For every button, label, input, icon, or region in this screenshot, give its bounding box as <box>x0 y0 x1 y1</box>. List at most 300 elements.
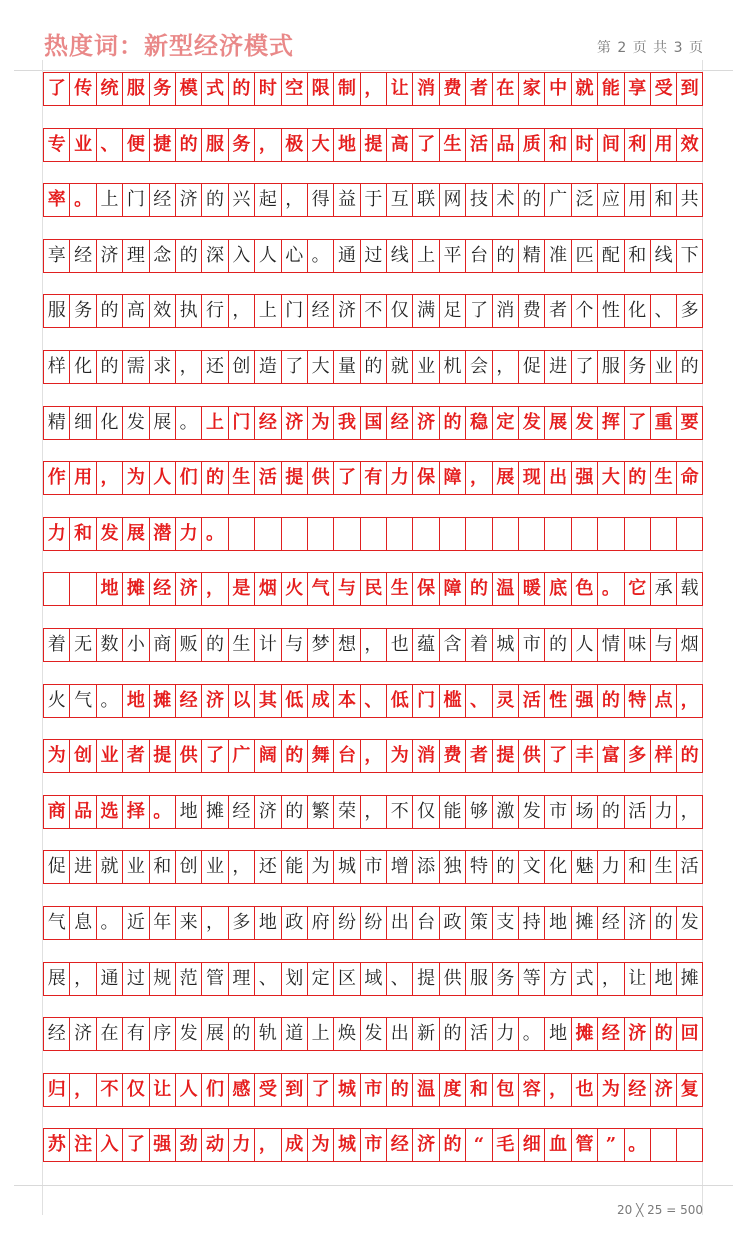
grid-cell: 激 <box>492 795 518 829</box>
grid-cell: 服 <box>597 350 623 384</box>
grid-cell: 益 <box>333 183 359 217</box>
grid-cell: 挥 <box>597 406 623 440</box>
grid-cell: 业 <box>122 850 148 884</box>
grid-cell: 满 <box>412 294 438 328</box>
grid-cell: 者 <box>465 739 491 773</box>
grid-cell: 力 <box>492 1017 518 1051</box>
grid-cell: 泛 <box>571 183 597 217</box>
grid-cell: 专 <box>43 128 69 162</box>
grid-cell: 为 <box>43 739 69 773</box>
grid-cell: 近 <box>122 906 148 940</box>
grid-cell: 容 <box>518 1073 544 1107</box>
grid-cell: 发 <box>676 906 702 940</box>
grid-cell: 仅 <box>122 1073 148 1107</box>
grid-row <box>43 850 703 884</box>
grid-cell: 特 <box>465 850 491 884</box>
grid-cell: ， <box>676 684 702 718</box>
grid-cell: 能 <box>439 795 465 829</box>
grid-cell: 市 <box>360 850 386 884</box>
grid-cell: 提 <box>149 739 175 773</box>
grid-cell: 生 <box>650 850 676 884</box>
grid-cell: 化 <box>69 350 95 384</box>
grid-cell: 的 <box>492 850 518 884</box>
grid-row <box>43 684 703 718</box>
grid-cell: 济 <box>175 572 201 606</box>
grid-cell: 间 <box>597 128 623 162</box>
grid-cell: 门 <box>281 294 307 328</box>
grid-cell: 的 <box>676 739 702 773</box>
grid-cell: 务 <box>228 128 254 162</box>
grid-cell: 经 <box>386 406 412 440</box>
grid-cell: 苏 <box>43 1128 69 1162</box>
grid-cell: 活 <box>465 1017 491 1051</box>
grid-cell: 富 <box>597 739 623 773</box>
grid-cell: 机 <box>439 350 465 384</box>
grid-cell: 提 <box>492 739 518 773</box>
grid-cell: 划 <box>281 962 307 996</box>
grid-cell: 创 <box>228 350 254 384</box>
grid-cell: 创 <box>69 739 95 773</box>
grid-row <box>43 795 703 829</box>
grid-cell: 包 <box>492 1073 518 1107</box>
grid-cell: 服 <box>122 72 148 106</box>
grid-cell: ， <box>175 350 201 384</box>
grid-cell: 色 <box>571 572 597 606</box>
grid-cell: 度 <box>439 1073 465 1107</box>
grid-cell: 技 <box>465 183 491 217</box>
grid-cell: 就 <box>96 850 122 884</box>
grid-cell: 台 <box>333 739 359 773</box>
grid-cell: 品 <box>69 795 95 829</box>
grid-cell: 提 <box>281 461 307 495</box>
grid-cell <box>386 517 412 551</box>
grid-cell: 城 <box>333 1073 359 1107</box>
grid-cell: 的 <box>518 183 544 217</box>
grid-cell: 生 <box>650 461 676 495</box>
grid-cell: 和 <box>624 850 650 884</box>
grid-cell: 地 <box>544 906 570 940</box>
grid-cell: 得 <box>307 183 333 217</box>
grid-cell: 气 <box>43 906 69 940</box>
grid-cell: 为 <box>307 406 333 440</box>
grid-cell: 。 <box>69 183 95 217</box>
grid-cell: 特 <box>624 684 650 718</box>
grid-cell: 消 <box>412 739 438 773</box>
grid-cell: 需 <box>122 350 148 384</box>
grid-cell: 持 <box>518 906 544 940</box>
grid-cell: 经 <box>597 1017 623 1051</box>
grid-row <box>43 461 703 495</box>
grid-cell: 效 <box>676 128 702 162</box>
grid-cell: 准 <box>544 239 570 273</box>
grid-cell <box>544 517 570 551</box>
grid-cell: 济 <box>201 684 227 718</box>
grid-cell: 共 <box>676 183 702 217</box>
grid-cell: 联 <box>412 183 438 217</box>
grid-cell: ， <box>492 350 518 384</box>
grid-cell: 平 <box>439 239 465 273</box>
grid-cell: 大 <box>307 128 333 162</box>
grid-cell: 城 <box>333 850 359 884</box>
grid-cell: 地 <box>175 795 201 829</box>
grid-cell: 承 <box>650 572 676 606</box>
grid-cell: 添 <box>412 850 438 884</box>
grid-cell: 上 <box>254 294 280 328</box>
grid-cell: 入 <box>96 1128 122 1162</box>
grid-cell: 够 <box>465 795 491 829</box>
grid-cell: 温 <box>492 572 518 606</box>
grid-cell: 了 <box>412 128 438 162</box>
grid-cell: 焕 <box>333 1017 359 1051</box>
grid-cell: 力 <box>43 517 69 551</box>
grid-cell: 力 <box>597 850 623 884</box>
grid-cell: 经 <box>254 406 280 440</box>
grid-cell: 定 <box>307 962 333 996</box>
grid-cell: 动 <box>201 1128 227 1162</box>
grid-cell: ， <box>360 795 386 829</box>
grid-cell <box>412 517 438 551</box>
grid-cell: 贩 <box>175 628 201 662</box>
grid-cell: 。 <box>624 1128 650 1162</box>
grid-cell: 了 <box>333 461 359 495</box>
grid-cell: 细 <box>518 1128 544 1162</box>
grid-cell: 与 <box>650 628 676 662</box>
grid-cell: 仅 <box>412 795 438 829</box>
grid-cell: 以 <box>228 684 254 718</box>
grid-cell: 台 <box>412 906 438 940</box>
grid-cell: 多 <box>676 294 702 328</box>
grid-cell: 为 <box>122 461 148 495</box>
grid-cell: 摊 <box>149 684 175 718</box>
grid-cell: 不 <box>96 1073 122 1107</box>
grid-cell: 互 <box>386 183 412 217</box>
grid-cell: 广 <box>544 183 570 217</box>
grid-cell: 通 <box>96 962 122 996</box>
grid-cell: 。 <box>307 239 333 273</box>
grid-cell: 促 <box>518 350 544 384</box>
grid-cell: 味 <box>624 628 650 662</box>
grid-cell: 务 <box>624 350 650 384</box>
grid-cell: 重 <box>650 406 676 440</box>
grid-cell <box>360 517 386 551</box>
grid-cell: 、 <box>360 684 386 718</box>
grid-cell: 还 <box>201 350 227 384</box>
grid-cell: 进 <box>69 850 95 884</box>
grid-cell: 业 <box>650 350 676 384</box>
grid-cell: ， <box>597 962 623 996</box>
grid-cell: 阔 <box>254 739 280 773</box>
grid-cell <box>333 517 359 551</box>
grid-cell: 费 <box>439 72 465 106</box>
grid-cell: 人 <box>571 628 597 662</box>
grid-cell: 。 <box>597 572 623 606</box>
grid-cell: 经 <box>149 572 175 606</box>
grid-cell: 就 <box>386 350 412 384</box>
grid-cell: 模 <box>175 72 201 106</box>
grid-cell: 强 <box>149 1128 175 1162</box>
grid-cell: 。 <box>201 517 227 551</box>
grid-cell: 。 <box>96 684 122 718</box>
grid-cell: 样 <box>650 739 676 773</box>
grid-cell: 出 <box>386 1017 412 1051</box>
grid-cell: 小 <box>122 628 148 662</box>
grid-cell: 的 <box>281 795 307 829</box>
grid-cell: 政 <box>281 906 307 940</box>
grid-cell: 务 <box>492 962 518 996</box>
grid-cell: 家 <box>518 72 544 106</box>
grid-cell: 本 <box>333 684 359 718</box>
grid-cell: 是 <box>228 572 254 606</box>
grid-cell: 独 <box>439 850 465 884</box>
grid-cell: 效 <box>149 294 175 328</box>
grid-row <box>43 1073 703 1107</box>
grid-cell: 繁 <box>307 795 333 829</box>
grid-cell: ， <box>254 128 280 162</box>
grid-cell: 力 <box>228 1128 254 1162</box>
grid-cell: ， <box>96 461 122 495</box>
grid-cell: 。 <box>518 1017 544 1051</box>
grid-cell: 力 <box>175 517 201 551</box>
grid-cell: 能 <box>597 72 623 106</box>
grid-cell: 注 <box>69 1128 95 1162</box>
grid-cell: 兴 <box>228 183 254 217</box>
grid-cell: 灵 <box>492 684 518 718</box>
grid-cell: 展 <box>149 406 175 440</box>
grid-cell: 计 <box>254 628 280 662</box>
grid-cell: 还 <box>254 850 280 884</box>
grid-cell: 化 <box>544 850 570 884</box>
grid-cell: 地 <box>333 128 359 162</box>
grid-cell: 人 <box>254 239 280 273</box>
grid-cell: 活 <box>465 128 491 162</box>
grid-cell: 网 <box>439 183 465 217</box>
grid-cell: 济 <box>69 1017 95 1051</box>
grid-row <box>43 1017 703 1051</box>
grid-cell: 增 <box>386 850 412 884</box>
grid-cell: 量 <box>333 350 359 384</box>
grid-cell: 序 <box>149 1017 175 1051</box>
grid-cell: 、 <box>386 962 412 996</box>
grid-cell: 的 <box>439 1017 465 1051</box>
grid-cell: 选 <box>96 795 122 829</box>
grid-row <box>43 72 703 106</box>
grid-cell: 通 <box>333 239 359 273</box>
grid-cell: 生 <box>228 461 254 495</box>
grid-cell: 。 <box>149 795 175 829</box>
grid-row <box>43 294 703 328</box>
grid-cell: 到 <box>676 72 702 106</box>
grid-cell: 蕴 <box>412 628 438 662</box>
grid-cell: 业 <box>412 350 438 384</box>
grid-cell: ， <box>69 962 95 996</box>
grid-cell: 创 <box>175 850 201 884</box>
grid-cell: 发 <box>571 406 597 440</box>
grid-cell: 市 <box>544 795 570 829</box>
grid-cell: 复 <box>676 1073 702 1107</box>
grid-cell: 多 <box>228 906 254 940</box>
grid-cell: 发 <box>96 517 122 551</box>
grid-cell: 择 <box>122 795 148 829</box>
grid-cell: 配 <box>597 239 623 273</box>
grid-cell: 场 <box>571 795 597 829</box>
grid-cell: 的 <box>492 239 518 273</box>
grid-cell: 不 <box>360 294 386 328</box>
grid-cell: 梦 <box>307 628 333 662</box>
grid-cell <box>228 517 254 551</box>
grid-cell: 和 <box>624 239 650 273</box>
grid-cell: 足 <box>439 294 465 328</box>
grid-cell: 个 <box>571 294 597 328</box>
grid-row <box>43 406 703 440</box>
grid-row <box>43 128 703 162</box>
grid-cell: 城 <box>333 1128 359 1162</box>
grid-cell: 会 <box>465 350 491 384</box>
grid-cell: 求 <box>149 350 175 384</box>
grid-cell <box>676 1128 702 1162</box>
grid-cell: 其 <box>254 684 280 718</box>
grid-cell: 的 <box>650 1017 676 1051</box>
grid-cell: 于 <box>360 183 386 217</box>
grid-cell: 服 <box>201 128 227 162</box>
grid-cell: 上 <box>201 406 227 440</box>
grid-cell: 发 <box>175 1017 201 1051</box>
grid-cell <box>624 517 650 551</box>
grid-cell: 命 <box>676 461 702 495</box>
grid-cell: 成 <box>281 1128 307 1162</box>
grid-cell: 用 <box>69 461 95 495</box>
grid-cell: 让 <box>149 1073 175 1107</box>
grid-cell: 槛 <box>439 684 465 718</box>
grid-row <box>43 183 703 217</box>
grid-cell <box>518 517 544 551</box>
grid-cell: 了 <box>544 739 570 773</box>
grid-cell <box>650 517 676 551</box>
grid-cell <box>571 517 597 551</box>
grid-cell: 出 <box>386 906 412 940</box>
grid-cell: 摊 <box>122 572 148 606</box>
grid-cell: 纷 <box>333 906 359 940</box>
grid-cell: 业 <box>69 128 95 162</box>
grid-cell <box>254 517 280 551</box>
grid-cell: 保 <box>412 461 438 495</box>
grid-cell: 舞 <box>307 739 333 773</box>
grid-cell: 现 <box>518 461 544 495</box>
grid-cell: 捷 <box>149 128 175 162</box>
grid-cell: 济 <box>175 183 201 217</box>
grid-cell: 台 <box>465 239 491 273</box>
grid-cell: 火 <box>281 572 307 606</box>
grid-cell: 血 <box>544 1128 570 1162</box>
grid-cell: 年 <box>149 906 175 940</box>
grid-cell <box>676 517 702 551</box>
grid-cell: 时 <box>571 128 597 162</box>
grid-cell: 供 <box>307 461 333 495</box>
grid-cell: 了 <box>624 406 650 440</box>
grid-cell: 上 <box>412 239 438 273</box>
grid-cell: 了 <box>201 739 227 773</box>
grid-cell: 气 <box>307 572 333 606</box>
grid-cell: 高 <box>122 294 148 328</box>
grid-cell: 济 <box>96 239 122 273</box>
grid-cell: 就 <box>571 72 597 106</box>
grid-cell: 市 <box>360 1073 386 1107</box>
grid-cell: ， <box>360 739 386 773</box>
grid-cell: 潜 <box>149 517 175 551</box>
grid-cell: 济 <box>254 795 280 829</box>
grid-cell: 行 <box>201 294 227 328</box>
grid-cell: 为 <box>597 1073 623 1107</box>
grid-cell <box>597 517 623 551</box>
grid-cell: 也 <box>386 628 412 662</box>
grid-cell: 制 <box>333 72 359 106</box>
grid-cell: 多 <box>624 739 650 773</box>
grid-cell: 的 <box>281 739 307 773</box>
grid-cell: 者 <box>544 294 570 328</box>
grid-cell: 力 <box>650 795 676 829</box>
grid-cell: 稳 <box>465 406 491 440</box>
grid-cell: 的 <box>465 572 491 606</box>
grid-cell: 中 <box>544 72 570 106</box>
grid-cell: 域 <box>360 962 386 996</box>
grid-cell: 和 <box>69 517 95 551</box>
grid-cell: 过 <box>122 962 148 996</box>
grid-cell: 摊 <box>571 1017 597 1051</box>
grid-cell <box>492 517 518 551</box>
grid-cell: 便 <box>122 128 148 162</box>
grid-cell: 要 <box>676 406 702 440</box>
grid-cell: 有 <box>360 461 386 495</box>
grid-cell: 经 <box>228 795 254 829</box>
grid-cell: 的 <box>175 239 201 273</box>
grid-cell: 济 <box>333 294 359 328</box>
grid-cell: 了 <box>122 1128 148 1162</box>
grid-cell: 无 <box>69 628 95 662</box>
grid-cell: “ <box>465 1128 491 1162</box>
grid-cell: 在 <box>492 72 518 106</box>
grid-cell: 的 <box>624 461 650 495</box>
grid-cell: 执 <box>175 294 201 328</box>
grid-cell: 展 <box>43 962 69 996</box>
grid-cell: 念 <box>149 239 175 273</box>
grid-cell: 统 <box>96 72 122 106</box>
grid-cell: 地 <box>96 572 122 606</box>
grid-cell: 经 <box>307 294 333 328</box>
grid-cell: 规 <box>149 962 175 996</box>
grid-cell: 用 <box>650 128 676 162</box>
grid-cell: ， <box>69 1073 95 1107</box>
grid-cell: 享 <box>43 239 69 273</box>
grid-cell: 范 <box>175 962 201 996</box>
grid-cell: 在 <box>96 1017 122 1051</box>
grid-cell: 毛 <box>492 1128 518 1162</box>
grid-cell: 费 <box>518 294 544 328</box>
grid-cell: 的 <box>175 128 201 162</box>
grid-cell: 的 <box>96 294 122 328</box>
grid-cell: 受 <box>254 1073 280 1107</box>
grid-cell <box>43 572 69 606</box>
grid-cell: 让 <box>624 962 650 996</box>
grid-cell: 支 <box>492 906 518 940</box>
grid-cell: 大 <box>597 461 623 495</box>
grid-cell: 业 <box>201 850 227 884</box>
grid-cell: 人 <box>149 461 175 495</box>
grid-cell: 定 <box>492 406 518 440</box>
grid-cell: 策 <box>465 906 491 940</box>
grid-cell: 市 <box>518 628 544 662</box>
grid-cell: 管 <box>201 962 227 996</box>
grid-cell: 情 <box>597 628 623 662</box>
grid-row <box>43 517 703 551</box>
